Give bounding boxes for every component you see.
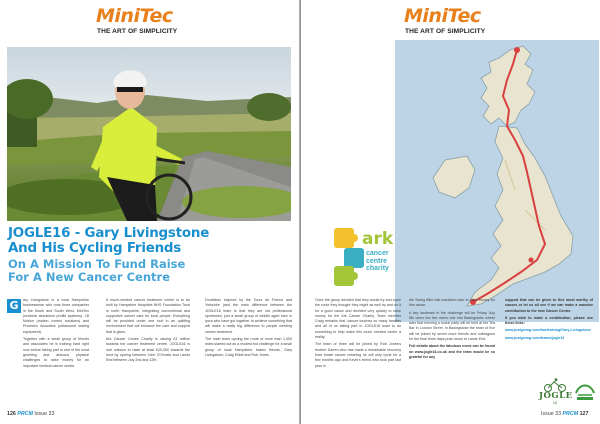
paragraph: The main team cycling the route of more than 1,000 miles started out as a modest but challenge for a small group of local Hampshire based friends, Gary Livingstone, Craig Elliott and Rob Jones. bbox=[205, 337, 292, 357]
text-column-4 bbox=[315, 298, 401, 406]
text-column-5 bbox=[409, 298, 495, 406]
headline-line-1: JOGLE16 - Gary Livingstone bbox=[8, 226, 210, 241]
ark-charity-logo bbox=[332, 222, 422, 292]
jogle-year: 16 bbox=[552, 400, 558, 405]
issue-label: Issue 33 bbox=[541, 411, 562, 417]
jogle-text: JOGLE bbox=[539, 391, 573, 401]
paragraph: Once the group decided that they would try and cycle the route they thought they might as well try and do it for a good cause and decided very quickly to raise money for the Ark Cancer Charity. Team member Craig remarks that 'cancer touches so many families and all of us taking part in JOGLE16 want to do something to help make this much needed centre a reality.' bbox=[315, 298, 401, 340]
minitec-logo-tagline: THE ART OF SIMPLICITY bbox=[97, 28, 178, 35]
minitec-logo-mark: MiniTec bbox=[404, 5, 481, 27]
partner-logo-icon bbox=[574, 379, 596, 403]
right-page-footer bbox=[541, 411, 588, 417]
magazine-brand: PRCM bbox=[17, 411, 33, 417]
paragraph: If you wish to make a contribution, please see these links: bbox=[505, 315, 593, 326]
right-page bbox=[301, 0, 600, 424]
ark-subtitle-line: centre bbox=[366, 257, 388, 265]
page-number: 127 bbox=[579, 411, 589, 417]
paragraph: the Swing Bike half marathon also to raise money for this cause. bbox=[409, 298, 495, 308]
text-column-3 bbox=[205, 298, 292, 406]
article-headline bbox=[8, 226, 294, 256]
paragraph: Ark Cancer Centre Charity is raising £3 million towards the cancer treatment centre. JOGLE16 is one mission to raise at least £20,000 towards the fund by cycling between John O'Groats and Lands End between July 2nd and 12th. bbox=[106, 337, 190, 363]
subhead-line-1: On A Mission To Fund Raise bbox=[8, 257, 186, 271]
minitec-logo-mark: MiniTec bbox=[96, 5, 173, 27]
uk-route-map bbox=[395, 40, 599, 322]
paragraph: A key landmark in the challenge will be Friday July 8th when the five riders ride into Basingstoke where later that evening a social party will be held at the Tea Bar in London Street. In Basingstoke the team of five will be joined by seven more friends and colleagues for the final three days push down to Lands End. bbox=[409, 310, 495, 342]
issue-label: Issue 33 bbox=[34, 411, 55, 417]
subhead-line-2: For A New Cancer Centre bbox=[8, 270, 170, 284]
paragraph: support that can be given to this most worthy of causes or let us all see if we can make a massive contribution to the new Cancer Centre. bbox=[505, 298, 593, 313]
page-number: 126 bbox=[7, 411, 16, 417]
paragraph: Together with a small group of friends and associates he is training hard right now before taking part in one of the most gruelling and arduous physical challenges to raise money for an important medical cancer centre. bbox=[23, 337, 89, 368]
justgiving-link-gary[interactable]: www.justgiving.com/fundraising/Gary-Livingstone bbox=[505, 328, 591, 333]
cyclist-icon bbox=[539, 378, 571, 392]
cyclist-photo bbox=[7, 47, 291, 221]
ark-subtitle-line: charity bbox=[366, 265, 389, 272]
text-column-6 bbox=[505, 298, 593, 376]
minitec-logo-tagline: THE ART OF SIMPLICITY bbox=[405, 28, 486, 35]
paragraph: A much-needed cancer treatment centre is to be built by Hampshire Hospitals NHS Foundation Trust in north Hampshire, integrating conventional and supportive cancer care for local people. Everything will be provided under one roof in an uplifting environment that will enhance the care and support that is given. bbox=[106, 298, 190, 334]
article-subhead bbox=[8, 258, 294, 284]
magazine-brand: PRCM bbox=[562, 411, 579, 417]
drop-cap: G bbox=[7, 299, 21, 313]
left-page-footer bbox=[7, 411, 54, 417]
paragraph: ary Livingstone is a local Hampshire businessman who runs three companies in the South and South West, MiniTec (modular aluminium profile systems), LB Motion (motion control solutions) and Precision Acoustics (ultrasound testing equipment). bbox=[23, 298, 89, 334]
paragraph: Full details about the fabulous event can be found on www.jogle16.co.uk and the team would be so grateful for any bbox=[409, 344, 495, 359]
ark-subtitle-line: cancer bbox=[366, 250, 389, 257]
ark-word: ark bbox=[362, 229, 394, 249]
minitec-logo bbox=[96, 5, 188, 41]
jogle16-logo bbox=[539, 378, 571, 408]
justgiving-link-team[interactable]: www.justgiving.com/teams/jogle16 bbox=[505, 335, 565, 340]
paragraph: The team of three will be joined by Rob Jones's brother Darren who has made a remarkable recovery from bowel cancer meaning he will only cycle for a few months ago and Kevin's friend who took part last year in bbox=[315, 342, 401, 368]
paragraph: Doubtless inspired by the Tours de France and Yorkshire (and the main difference between the JOGLE16 team is that they are not professional sportsmen, just a small group of middle aged men in lycra who have got together to achieve something that will make a really big difference to people needing cancer treatment. bbox=[205, 298, 292, 334]
text-column-1 bbox=[23, 298, 89, 406]
text-column-2 bbox=[106, 298, 190, 406]
headline-line-2: And His Cycling Friends bbox=[8, 241, 182, 256]
minitec-logo bbox=[404, 5, 496, 41]
